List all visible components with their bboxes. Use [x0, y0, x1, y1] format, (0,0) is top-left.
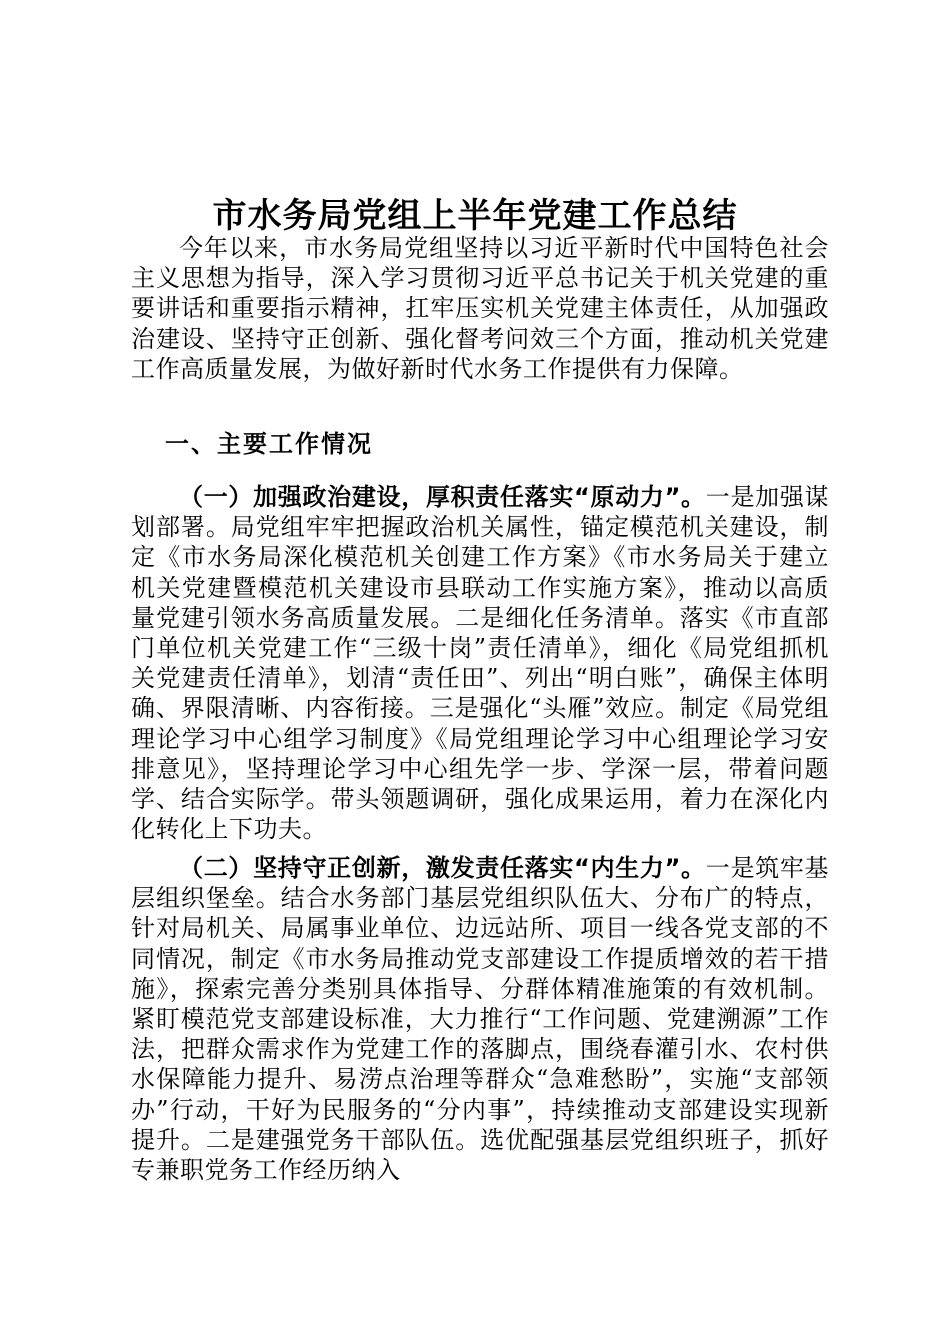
- subsection-1-paragraph: [131, 482, 829, 844]
- intro-paragraph: 今年以来，市水务局党组坚持以习近平新时代中国特色社会主义思想为指导，深入学习贯彻习近平总书记关于机关党建的重要讲话和重要指示精神，扛牢压实机关党建主体责任，从加强政治建设、坚持守正创新、强化督考问效三个方面，推动机关党建工作高质量发展，为做好新时代水务工作提供有力保障。: [131, 234, 829, 383]
- subsection-1-heading: （一）加强政治建设，厚积责任落实“原动力”。: [179, 483, 706, 511]
- subsection-2-paragraph: [131, 853, 829, 1185]
- subsection-2-heading: （二）坚持守正创新，激发责任落实“内生力”。: [179, 854, 706, 882]
- subsection-1-body: 一是加强谋划部署。局党组牢牢把握政治机关属性，锚定模范机关建设，制定《市水务局深化模范机关创建工作方案》《市水务局关于建立机关党建暨模范机关建设市县联动工作实施方案》，推动以高质量党建引领水务高质量发展。二是细化任务清单。落实《市直部门单位机关党建工作“三级十岗”责任清单》，细化《局党组抓机关党建责任清单》，划清“责任田”、列出“明白账”，确保主体明确、界限清晰、内容衔接。三是强化“头雁”效应。制定《局党组理论学习中心组学习制度》《局党组理论学习中心组理论学习安排意见》，坚持理论学习中心组先学一步、学深一层，带着问题学、结合实际学。带头领题调研，强化成果运用，着力在深化内化转化上下功夫。: [131, 483, 830, 844]
- section-heading: 一、主要工作情况: [165, 430, 373, 458]
- document-title: 市水务局党组上半年党建工作总结: [212, 195, 738, 236]
- subsection-2-body: 一是筑牢基层组织堡垒。结合水务部门基层党组织队伍大、分布广的特点，针对局机关、局属事业单位、边远站所、项目一线各党支部的不同情况，制定《市水务局推动党支部建设工作提质增效的若干措施》，探索完善分类别具体指导、分群体精准施策的有效机制。紧盯模范党支部建设标准，大力推行“工作问题、党建溯源”工作法，把群众需求作为党建工作的落脚点，围绕春灌引水、农村供水保障能力提升、易涝点治理等群众“急难愁盼”，实施“支部领办”行动，干好为民服务的“分内事”，持续推动支部建设实现新提升。二是建强党务干部队伍。选优配强基层党组织班子，抓好专兼职党务工作经历纳入: [131, 854, 830, 1185]
